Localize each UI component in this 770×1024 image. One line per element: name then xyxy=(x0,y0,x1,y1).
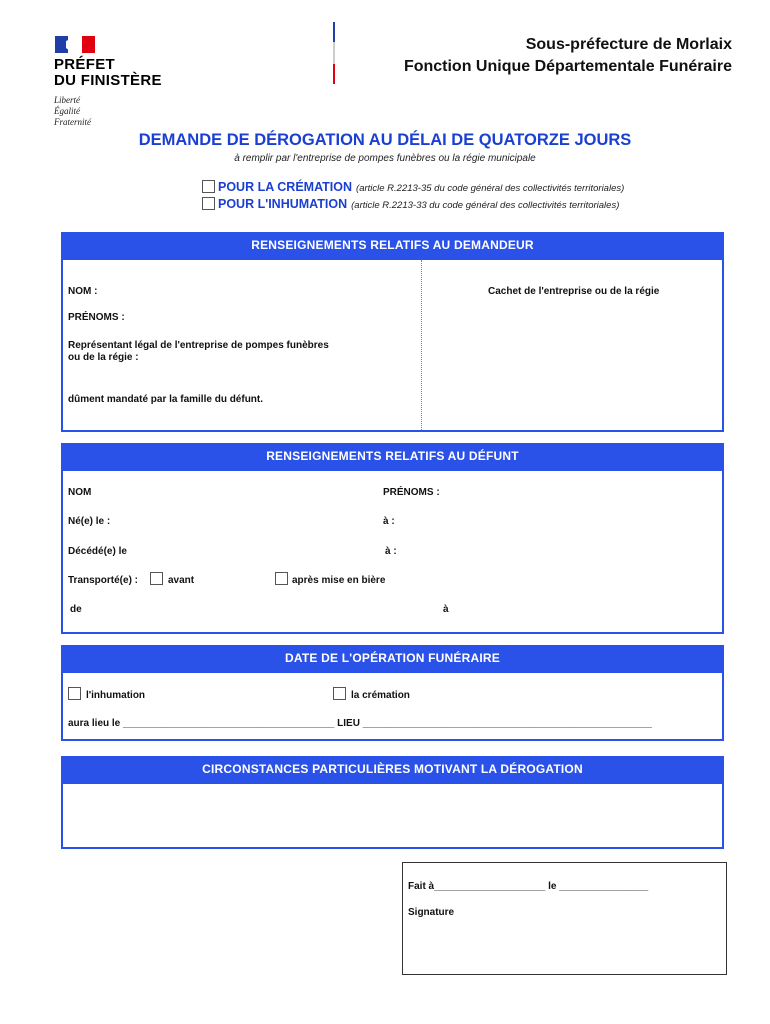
section-operation-heading: DATE DE L'OPÉRATION FUNÉRAIRE xyxy=(63,647,722,673)
demandeur-prenoms-field[interactable]: PRÉNOMS : xyxy=(68,312,125,323)
defunt-prenoms-field[interactable]: PRÉNOMS : xyxy=(383,487,440,498)
defunt-naissance-lieu-field[interactable]: à : xyxy=(383,516,395,527)
section-defunt-heading: RENSEIGNEMENTS RELATIFS AU DÉFUNT xyxy=(63,445,722,471)
apres-checkbox[interactable] xyxy=(275,572,288,585)
cachet-area[interactable]: Cachet de l'entreprise ou de la régie xyxy=(488,286,660,297)
option-inhumation xyxy=(202,197,619,211)
inhumation-op-checkbox[interactable] xyxy=(68,687,81,700)
section-demandeur xyxy=(61,232,724,432)
decorative-bar xyxy=(333,22,335,84)
defunt-decede-le-field[interactable]: Décédé(e) le xyxy=(68,546,127,557)
defunt-nom-field[interactable]: NOM xyxy=(68,487,92,498)
demandeur-representant-label-1: Représentant légal de l'entreprise de pompes funèbres xyxy=(68,340,329,351)
circonstances-text-area[interactable] xyxy=(63,784,722,847)
motto-egalite: Égalité xyxy=(54,106,80,116)
demandeur-nom-field[interactable]: NOM : xyxy=(68,286,98,297)
defunt-deces-lieu-field[interactable]: à : xyxy=(385,546,397,557)
defunt-ne-le-field[interactable]: Né(e) le : xyxy=(68,516,111,527)
office-service: Fonction Unique Départementale Funéraire xyxy=(403,58,732,75)
section-circonstances xyxy=(61,756,724,849)
section-divider xyxy=(421,260,422,430)
page-title: DEMANDE DE DÉROGATION AU DÉLAI DE QUATORZE JOURS xyxy=(138,131,632,149)
fait-a-le-field[interactable]: Fait à____________________ le ________________ xyxy=(408,881,649,892)
avant-label: avant xyxy=(168,575,195,586)
apres-label: après mise en bière xyxy=(292,575,386,586)
cremation-op-checkbox[interactable] xyxy=(333,687,346,700)
transport-de-field[interactable]: de xyxy=(70,604,82,615)
operation-date-lieu-field[interactable]: aura lieu le ______________________________________ LIEU ____________________________________________________ xyxy=(68,718,652,729)
section-circonstances-heading: CIRCONSTANCES PARTICULIÈRES MOTIVANT LA DÉROGATION xyxy=(63,758,722,784)
option-inhumation-note: (article R.2213-33 du code général des collectivités territoriales) xyxy=(351,200,620,211)
option-cremation-label: POUR LA CRÉMATION xyxy=(218,180,353,194)
cremation-op-label: la crémation xyxy=(351,690,410,701)
option-inhumation-label: POUR L'INHUMATION xyxy=(218,197,348,211)
avant-checkbox[interactable] xyxy=(150,572,163,585)
option-cremation xyxy=(202,180,624,194)
office-name: Sous-préfecture de Morlaix xyxy=(525,36,732,53)
logo-finistere: DU FINISTÈRE xyxy=(54,72,162,89)
section-demandeur-heading: RENSEIGNEMENTS RELATIFS AU DEMANDEUR xyxy=(63,234,722,260)
motto-fraternite: Fraternité xyxy=(54,117,91,127)
defunt-transporte-label: Transporté(e) : xyxy=(68,575,139,586)
marianne-flag-logo xyxy=(55,36,95,53)
signature-box xyxy=(402,862,727,975)
page-subtitle: à remplir par l'entreprise de pompes funèbres ou la régie municipale xyxy=(234,153,536,164)
inhumation-op-label: l'inhumation xyxy=(86,690,146,701)
logo-prefet: PRÉFET xyxy=(54,56,115,73)
demandeur-mandat: dûment mandaté par la famille du défunt. xyxy=(68,394,264,405)
signature-field[interactable]: Signature xyxy=(408,907,455,918)
section-defunt xyxy=(61,443,724,634)
cremation-checkbox[interactable] xyxy=(202,180,215,193)
transport-a-field[interactable]: à xyxy=(443,604,449,615)
motto-liberte: Liberté xyxy=(54,95,80,105)
demandeur-representant-field[interactable]: ou de la régie : xyxy=(68,352,139,363)
section-operation xyxy=(61,645,724,741)
option-cremation-note: (article R.2213-35 du code général des collectivités territoriales) xyxy=(356,183,625,194)
inhumation-checkbox[interactable] xyxy=(202,197,215,210)
